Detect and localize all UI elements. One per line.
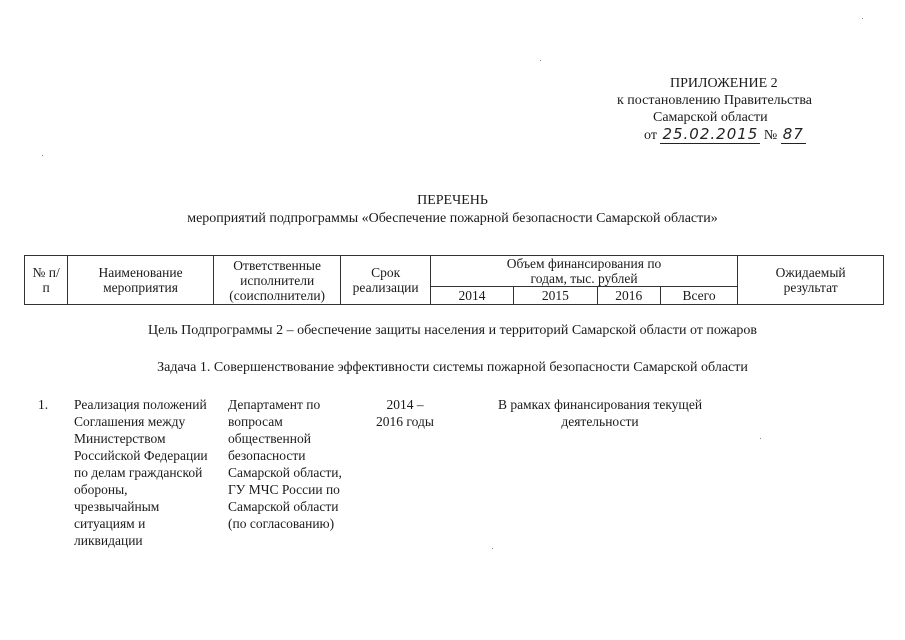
handwritten-number: 87 [782, 125, 804, 143]
goal-line: Цель Подпрограммы 2 – обеспечение защиты населения и территорий Самарской области от пожаров [147, 323, 758, 338]
appendix-title: ПРИЛОЖЕНИЕ 2 [670, 76, 778, 91]
col-term-header: Срок реализации [341, 256, 430, 305]
row-executors: Департамент по вопросам общественной безопасности Самарской области, ГУ МЧС России по Самарской области (по согласованию) [228, 397, 342, 531]
col-executors-header: Ответственные исполнители (соисполнители) [213, 256, 341, 305]
scan-speck [42, 155, 43, 156]
appendix-region: Самарской области [653, 110, 768, 125]
year-2016: 2016 [597, 287, 660, 305]
number-prefix: № [763, 128, 778, 143]
row-funding: В рамках финансирования текущей деятельности [497, 397, 703, 429]
col-name-header: Наименование мероприятия [68, 256, 214, 305]
scan-speck [540, 60, 541, 61]
appendix-block [560, 75, 905, 144]
year-2015: 2015 [514, 287, 597, 305]
document-title: ПЕРЕЧЕНЬ [417, 193, 488, 208]
col-num-header: № п/п [25, 256, 68, 305]
row-term: 2014 – 2016 годы [376, 397, 434, 429]
header-table [24, 255, 884, 305]
handwritten-date: 25.02.2015 [662, 125, 759, 143]
appendix-resolution: к постановлению Правительства [617, 93, 813, 108]
scan-speck [492, 548, 493, 549]
year-2014: 2014 [430, 287, 513, 305]
date-prefix: от [644, 128, 657, 143]
scan-speck [760, 438, 761, 439]
col-funding-header: Объем финансирования по годам, тыс. рублей [430, 256, 737, 287]
scan-speck [862, 18, 863, 19]
task-line: Задача 1. Совершенствование эффективности системы пожарной безопасности Самарской области [157, 360, 748, 375]
col-result-header: Ожидаемый результат [738, 256, 884, 305]
year-total: Всего [660, 287, 737, 305]
document-subtitle: мероприятий подпрограммы «Обеспечение пожарной безопасности Самарской области» [187, 211, 718, 226]
row-name: Реализация положений Соглашения между Министерством Российской Федерации по делам гражданской обороны, чрезвычайным ситуациям и ликвидации [74, 397, 208, 548]
row-number: 1. [38, 397, 49, 412]
appendix-date-line [644, 126, 905, 144]
